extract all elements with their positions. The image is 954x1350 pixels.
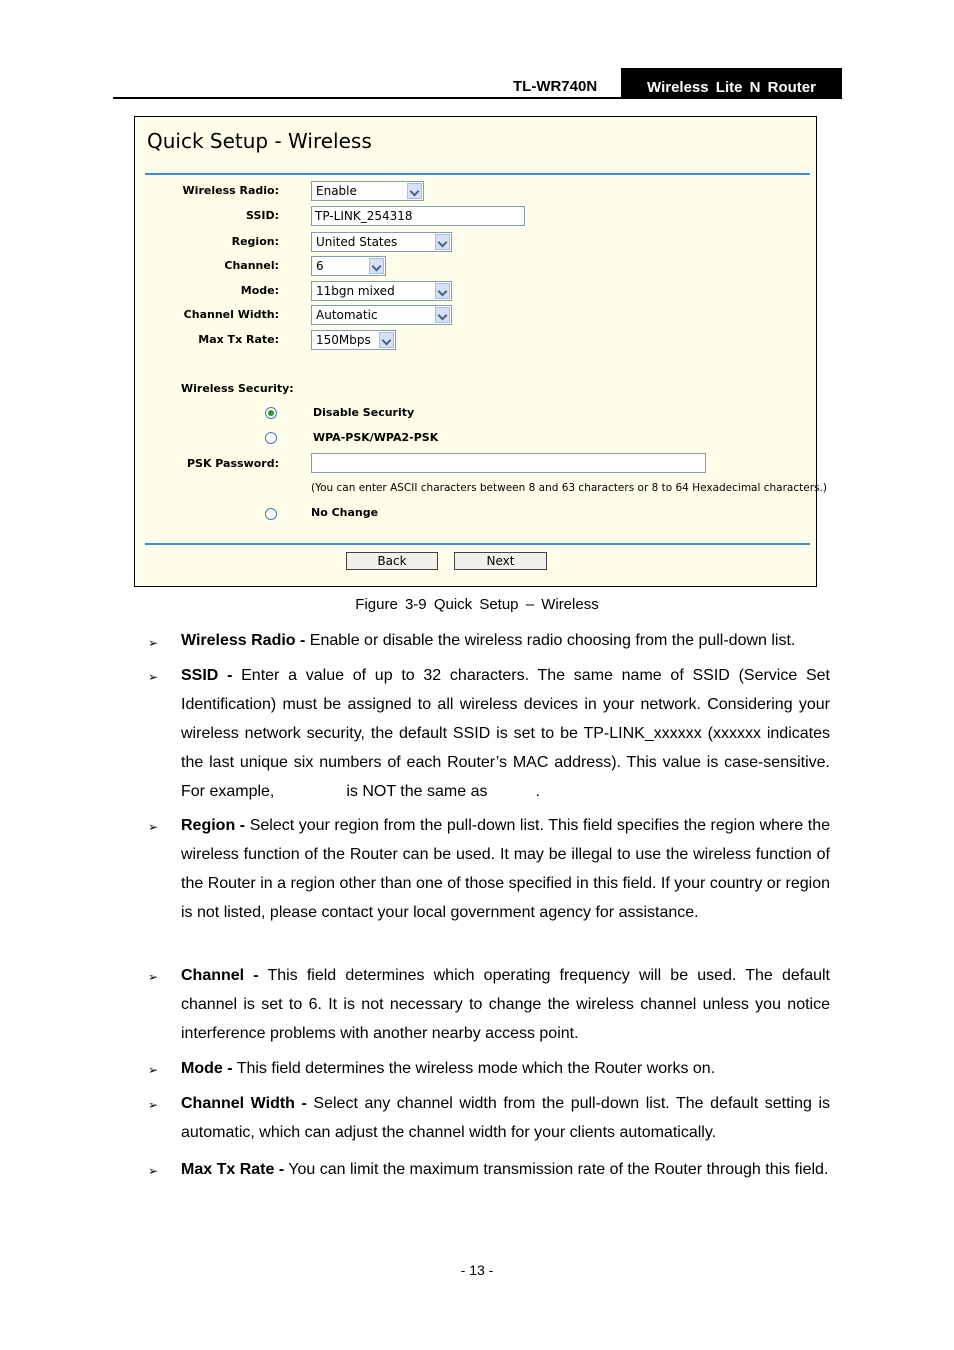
mode-select[interactable]: [311, 281, 452, 301]
back-button[interactable]: Back: [346, 552, 438, 570]
header-product: Wireless Lite N Router: [621, 68, 842, 99]
max-tx-rate-value: 150Mbps: [316, 333, 371, 347]
ssid-input[interactable]: TP-LINK_254318: [311, 206, 525, 226]
mode-value: 11bgn mixed: [316, 284, 395, 298]
item-text: Enter a value of up to 32 characters. The same name of SSID (Service Set Identification) must be assigned to all wireless devices in your network. Considering your wireless network security, the default SSID is set to be TP-LINK_xxxxxx (xxxxxx indicates the last unique six numbers of each Router’s MAC address). This value is case-sensitive. For example,: [181, 667, 830, 800]
max-tx-rate-label: Max Tx Rate:: [198, 333, 279, 346]
quick-setup-panel: [134, 116, 827, 587]
next-button[interactable]: Next: [454, 552, 547, 570]
header-model: TL-WR740N: [513, 78, 598, 95]
item-text: You can limit the maximum transmission rate of the Router through this field.: [284, 1161, 829, 1178]
chevron-down-icon: [407, 183, 422, 199]
item-channel-width: [181, 1089, 830, 1147]
item-region: [181, 811, 830, 927]
bullet-icon: ➢: [148, 820, 159, 834]
region-select[interactable]: [311, 232, 452, 252]
max-tx-rate-select[interactable]: [311, 330, 396, 350]
panel-top-rule: [145, 173, 810, 175]
panel-title: Quick Setup - Wireless: [147, 129, 372, 153]
channel-width-value: Automatic: [316, 308, 378, 322]
item-term: Mode -: [181, 1060, 233, 1077]
bullet-icon: ➢: [148, 1164, 159, 1178]
item-term: SSID -: [181, 667, 233, 684]
bullet-icon: ➢: [148, 1098, 159, 1112]
wireless-radio-label: Wireless Radio:: [182, 184, 279, 197]
item-term: Channel -: [181, 967, 259, 984]
item-term: Channel Width -: [181, 1095, 307, 1112]
wireless-radio-value: Enable: [316, 184, 357, 198]
no-change-label: No Change: [311, 506, 379, 519]
item-text: This field determines the wireless mode which the Router works on.: [232, 1060, 716, 1077]
item-term: Region -: [181, 817, 246, 834]
item-term: Max Tx Rate -: [181, 1161, 285, 1178]
no-change-radio[interactable]: [265, 508, 277, 520]
ssid-example-end: .: [535, 783, 540, 800]
bullet-icon: ➢: [148, 670, 159, 684]
item-wireless-radio: [181, 626, 830, 655]
wpa-psk-label: WPA-PSK/WPA2-PSK: [313, 431, 439, 444]
item-ssid: [181, 661, 830, 806]
wireless-radio-select[interactable]: [311, 181, 424, 201]
item-mode: [181, 1054, 830, 1083]
wireless-security-label: Wireless Security:: [181, 382, 294, 395]
ssid-example-mid: is NOT the same as: [346, 783, 488, 800]
chevron-down-icon: [435, 283, 450, 299]
item-text: This field determines which operating frequency will be used. The default channel is set to 6. It is not necessary to change the wireless channel unless you notice interference problems with another nearby access point.: [181, 967, 831, 1042]
item-text: Select your region from the pull-down list. This field specifies the region where the wireless function of the Router can be used. It may be illegal to use the wireless function of the Router in a region other than one of those specified in this field. If your country or region is not listed, please contact your local government agency for assistance.: [181, 817, 830, 921]
figure-caption: Figure 3-9 Quick Setup – Wireless: [355, 596, 599, 613]
region-value: United States: [316, 235, 398, 249]
disable-security-radio[interactable]: [265, 407, 277, 419]
psk-hint: (You can enter ASCII characters between 8 and 63 characters or 8 to 64 Hexadecimal characters.): [311, 482, 827, 494]
panel-bottom-rule: [145, 543, 810, 545]
channel-width-label: Channel Width:: [183, 308, 279, 321]
mode-label: Mode:: [240, 284, 279, 297]
item-term: Wireless Radio -: [181, 632, 306, 649]
chevron-down-icon: [435, 307, 450, 323]
bullet-icon: ➢: [148, 636, 159, 650]
item-text: Enable or disable the wireless radio choosing from the pull-down list.: [305, 632, 796, 649]
page-number: - 13 -: [460, 1262, 494, 1278]
item-channel: [181, 961, 830, 1048]
chevron-down-icon: [369, 258, 384, 274]
ssid-label: SSID:: [246, 209, 279, 222]
channel-label: Channel:: [224, 259, 279, 272]
channel-select[interactable]: [311, 256, 386, 276]
psk-password-label: PSK Password:: [186, 457, 279, 470]
bullet-icon: ➢: [148, 1063, 159, 1077]
psk-password-input[interactable]: [311, 453, 706, 473]
channel-width-select[interactable]: [311, 305, 452, 325]
disable-security-label: Disable Security: [313, 406, 415, 419]
item-text: Select any channel width from the pull-down list. The default setting is automatic, which can adjust the channel width for your clients automatically.: [181, 1095, 831, 1141]
chevron-down-icon: [435, 234, 450, 250]
wpa-psk-radio[interactable]: [265, 432, 277, 444]
channel-value: 6: [316, 259, 324, 273]
region-label: Region:: [231, 235, 279, 248]
header-rule: [113, 97, 842, 99]
item-max-tx-rate: [181, 1155, 830, 1184]
chevron-down-icon: [379, 332, 394, 348]
bullet-icon: ➢: [148, 970, 159, 984]
